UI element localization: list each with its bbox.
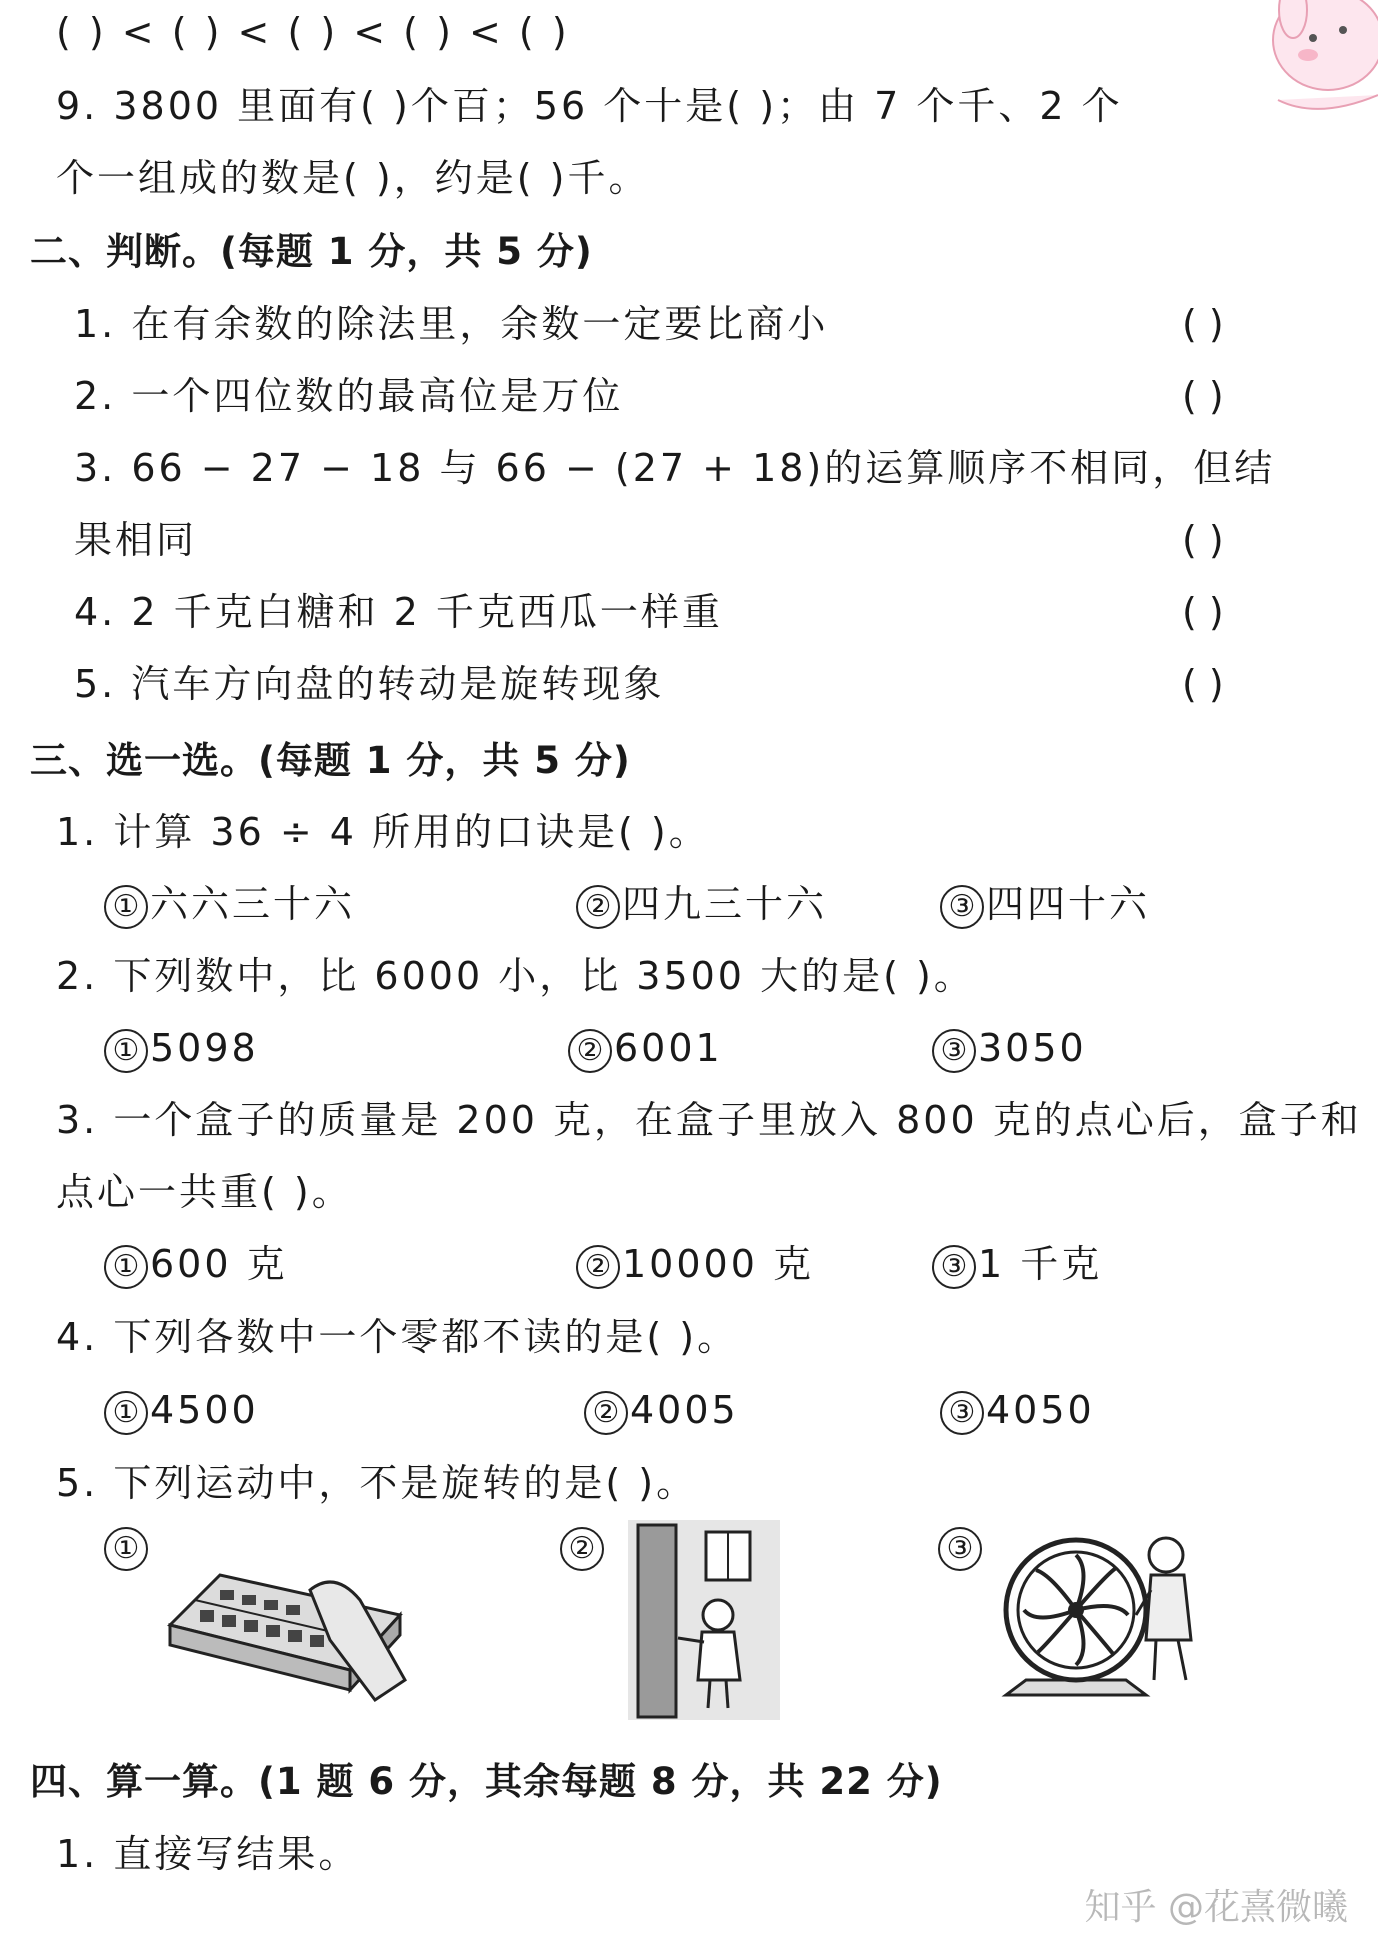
answer-bracket-1[interactable]: ( ) [1182, 302, 1224, 346]
answer-bracket-5[interactable]: ( ) [1182, 662, 1224, 706]
judge-item-3-cont: 果相同 [74, 518, 198, 562]
choice-question-1: 1. 计算 36 ÷ 4 所用的口诀是( )。 [56, 810, 710, 854]
option-text: 4050 [986, 1388, 1095, 1432]
calc-question-1: 1. 直接写结果。 [56, 1832, 360, 1876]
option-marker: ③ [932, 1029, 976, 1073]
choice-question-3-cont: 点心一共重( )。 [56, 1170, 353, 1214]
option-marker: ③ [938, 1527, 982, 1571]
option-marker: ③ [940, 885, 984, 929]
option-marker: ② [576, 1245, 620, 1289]
option-text: 4500 [150, 1388, 259, 1432]
option-text: 3050 [978, 1026, 1087, 1070]
option-marker: ② [584, 1391, 628, 1435]
q2-option-2[interactable] [568, 1024, 723, 1073]
question-9-line1: 9. 3800 里面有( )个百；56 个十是( )；由 7 个千、2 个 [56, 84, 1123, 128]
section-2-heading: 二、判断。(每题 1 分，共 5 分) [30, 230, 593, 273]
option-marker: ① [104, 1029, 148, 1073]
option-text: 四四十六 [986, 882, 1151, 926]
q5-option-3[interactable] [938, 1522, 984, 1571]
choice-question-4: 4. 下列各数中一个零都不读的是( )。 [56, 1315, 739, 1359]
option-text: 四九三十六 [622, 882, 828, 926]
option-marker: ① [104, 1245, 148, 1289]
q3-option-3[interactable] [932, 1240, 1102, 1289]
q4-option-3[interactable] [940, 1386, 1095, 1435]
q4-option-1[interactable] [104, 1386, 259, 1435]
q5-option-2[interactable] [560, 1522, 606, 1571]
option-text: 4005 [630, 1388, 739, 1432]
watermark: 知乎 @花熹微曦 [1084, 1887, 1348, 1928]
choice-question-3: 3. 一个盒子的质量是 200 克，在盒子里放入 800 克的点心后，盒子和 [56, 1098, 1362, 1142]
choice-question-2: 2. 下列数中，比 6000 小，比 3500 大的是( )。 [56, 954, 975, 998]
q2-option-1[interactable] [104, 1024, 259, 1073]
option-marker: ② [560, 1527, 604, 1571]
q1-option-1[interactable] [104, 880, 355, 929]
q5-option-1[interactable] [104, 1522, 150, 1571]
section-4-heading: 四、算一算。(1 题 6 分，其余每题 8 分，共 22 分) [30, 1760, 943, 1803]
option-text: 1 千克 [978, 1242, 1103, 1286]
option-marker: ② [576, 885, 620, 929]
section-3-heading: 三、选一选。(每题 1 分，共 5 分) [30, 739, 631, 782]
answer-bracket-2[interactable]: ( ) [1182, 374, 1224, 418]
q3-option-1[interactable] [104, 1240, 288, 1289]
q4-option-2[interactable] [584, 1386, 739, 1435]
q1-option-3[interactable] [940, 880, 1150, 929]
judge-item-4: 4. 2 千克白糖和 2 千克西瓜一样重 [74, 590, 723, 634]
choice-question-5: 5. 下列运动中，不是旋转的是( )。 [56, 1461, 698, 1505]
number-order-blanks: ( ) < ( ) < ( ) < ( ) < ( ) [56, 10, 570, 54]
answer-bracket-3[interactable]: ( ) [1182, 518, 1224, 562]
door-girl-illustration [628, 1520, 780, 1720]
option-marker: ③ [940, 1391, 984, 1435]
option-marker: ① [104, 1527, 148, 1571]
fan-boy-illustration [996, 1530, 1206, 1700]
option-marker: ③ [932, 1245, 976, 1289]
option-text: 六六三十六 [150, 882, 356, 926]
option-marker: ② [568, 1029, 612, 1073]
option-text: 5098 [150, 1026, 259, 1070]
bunny-sticker-icon [1258, 0, 1378, 130]
judge-item-2: 2. 一个四位数的最高位是万位 [74, 374, 624, 418]
option-text: 6001 [614, 1026, 723, 1070]
question-9-line2: 个一组成的数是( )，约是( )千。 [56, 156, 650, 200]
option-marker: ① [104, 1391, 148, 1435]
q2-option-3[interactable] [932, 1024, 1087, 1073]
judge-item-3: 3. 66 − 27 − 18 与 66 − (27 + 18)的运算顺序不相同，但结 [74, 446, 1276, 490]
judge-item-5: 5. 汽车方向盘的转动是旋转现象 [74, 662, 665, 706]
option-marker: ① [104, 885, 148, 929]
abacus-illustration [160, 1530, 410, 1710]
judge-item-1: 1. 在有余数的除法里，余数一定要比商小 [74, 302, 829, 346]
option-text: 600 克 [150, 1242, 288, 1286]
option-text: 10000 克 [622, 1242, 814, 1286]
q1-option-2[interactable] [576, 880, 827, 929]
q3-option-2[interactable] [576, 1240, 814, 1289]
answer-bracket-4[interactable]: ( ) [1182, 590, 1224, 634]
